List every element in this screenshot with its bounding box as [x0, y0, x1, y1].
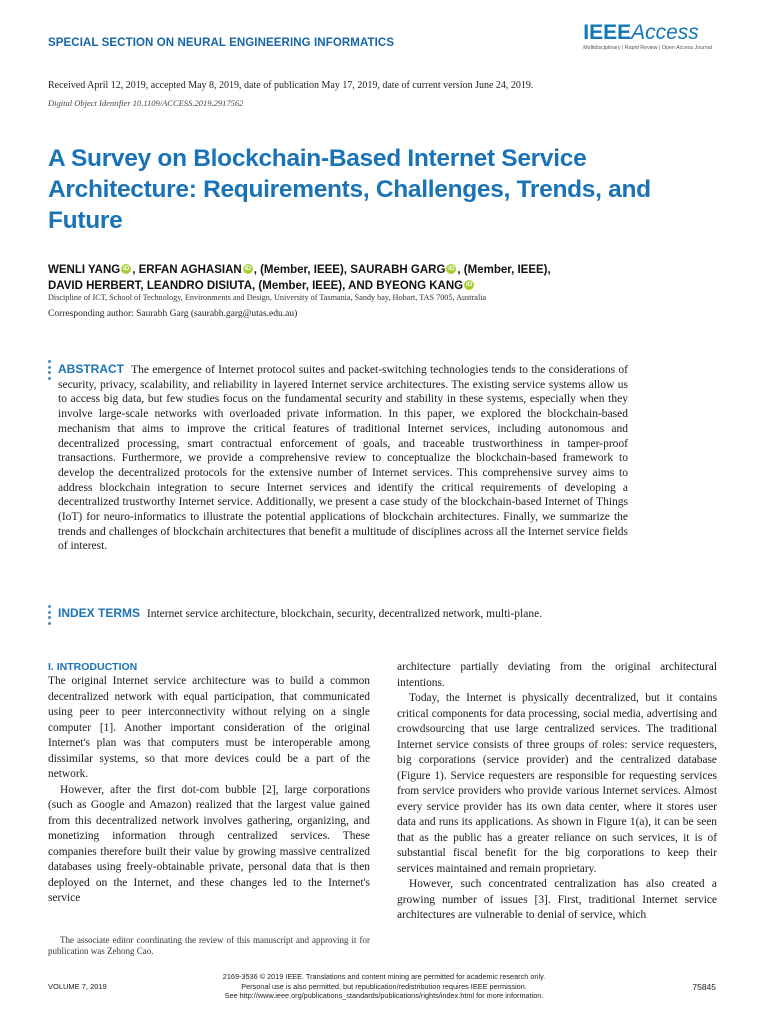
abstract-dots-icon: [48, 360, 52, 382]
body-column-left: [48, 660, 370, 907]
paragraph: architecture partially deviating from the original architectural intentions.: [397, 661, 717, 689]
orcid-icon[interactable]: iD: [465, 281, 473, 288]
section-heading: I. INTRODUCTION: [48, 661, 138, 673]
received-dates: Received April 12, 2019, accepted May 8, 2019, date of publication May 17, 2019, date of current version June 24, 2019.: [48, 80, 534, 91]
index-terms: [58, 606, 708, 620]
author-text: WENLI YANG: [48, 264, 121, 276]
journal-logo: [583, 22, 712, 51]
editor-footnote: The associate editor coordinating the review of this manuscript and approving it for publication was Zehong Cao.: [48, 935, 370, 956]
author-text: , (Member, IEEE), SAURABH GARG: [253, 264, 446, 276]
abstract-label: ABSTRACT: [58, 362, 124, 376]
index-terms-dots-icon: [48, 605, 52, 627]
orcid-icon[interactable]: iD: [244, 265, 251, 272]
logo-access: Access: [631, 21, 699, 44]
logo-ieee: IEEE: [583, 21, 632, 44]
orcid-icon[interactable]: iD: [122, 265, 130, 272]
copyright-line: 2169-3536 © 2019 IEEE. Translations and content mining are permitted for academic research only.: [222, 972, 546, 981]
author-text: DAVID HERBERT, LEANDRO DISIUTA, (Member, IEEE), AND BYEONG KANG: [48, 280, 464, 292]
corresponding-author: Corresponding author: Saurabh Garg (saurabh.garg@utas.edu.au): [48, 309, 298, 319]
logo-tagline: Multidisciplinary | Rapid Review | Open Access Journal: [583, 45, 712, 51]
paper-title: A Survey on Blockchain-Based Internet Service Architecture: Requirements, Challenges, Trends, and Future: [48, 145, 651, 234]
section-header: SPECIAL SECTION ON NEURAL ENGINEERING INFORMATICS: [48, 37, 395, 49]
doi: Digital Object Identifier 10.1109/ACCESS.2019.2917562: [48, 98, 244, 108]
paragraph: However, after the first dot-com bubble [2], large corporations (such as Google and Amazon) realized that the largest value gained from this decentralized network involves gathering, organizing, and monetizing information through centralized services. These companies therefore built their value by growing massive centralized databases using freely-obtainable private, personal data that is then deployed on the Internet, and these changes led to the Internet's service: [48, 783, 370, 904]
author-text: , (Member, IEEE),: [457, 264, 551, 276]
author-list: [48, 262, 688, 294]
copyright-link[interactable]: See http://www.ieee.org/publications_standards/publications/rights/index.html for more information.: [224, 991, 544, 1001]
index-terms-text: Internet service architecture, blockchain, security, decentralized network, multi-plane.: [146, 608, 543, 620]
copyright-line: Personal use is also permitted, but republication/redistribution requires IEEE permission.: [241, 981, 527, 991]
orcid-icon[interactable]: iD: [448, 265, 455, 272]
volume-label: VOLUME 7, 2019: [48, 982, 107, 991]
body-column-right: [397, 660, 717, 924]
affiliation: Discipline of ICT, School of Technology, Environments and Design, University of Tasmania, Sandy bay, Hobart, TAS 7005, Australia: [48, 293, 487, 302]
author-text: , ERFAN AGHASIAN: [132, 264, 242, 276]
index-terms-label: INDEX TERMS: [58, 606, 141, 620]
paragraph: Today, the Internet is physically decentralized, but it contains critical components for data processing, social media, advertising and crowdsourcing that use large centralized services. The traditional Internet service consists of three groups of roles: service requesters, big corporations (service provider) and the centralized database (Figure 1). Service requesters are responsible for requesting services from service providers who provide various Internet services. Almost every service provider has its own data center, where it stores user data and runs its applications. As shown in Figure 1(a), it can be seen that as the public has a greater reliance on such services, it is of substantial fiscal benefit for the big corporations to keep their services maintained and remain proprietary.: [397, 692, 717, 875]
page-number: 75845: [692, 982, 716, 992]
abstract-text: The emergence of Internet protocol suites and packet-switching technologies tends to the considerations of security, privacy, scalability, and reliability in layered Internet service architectures. The existing service systems allow us to access big data, but few studies focus on the fundamental security and stability in these systems, especially when they involve large-scale networks with overloaded private information. In this paper, we explored the blockchain-based mechanism that aims to improve the critical features of traditional Internet services, including autonomous and decentralized processing, smart contractual enforcement of goals, and traceable trustworthiness in tamper-proof transactions. Furthermore, we provide a comprehensive review to conceptualize the blockchain-based framework to develop the decentralized protocols for the extensive number of Internet services. This comprehensive survey aims to address blockchain integration to secure Internet services and identify the critical requirements of developing a decentralized trustworthy Internet service. Additionally, we present a case study of the blockchain-based Internet of Things (IoT) for neuro-informatics to illustrate the potential applications of blockchain architectures. Finally, we summarize the trends and challenges of blockchain architectures that benefit a multitude of disciplines across all the Internet service fields of interest.: [58, 364, 628, 553]
paragraph: However, such concentrated centralization has also created a growing number of issues [3]. First, traditional Internet service architectures are vulnerable to denial of service, which: [397, 878, 717, 921]
copyright-notice: [180, 972, 588, 1001]
abstract: [58, 362, 628, 554]
paragraph: The original Internet service architecture was to build a common decentralized network with equal participation, that communicated using peer to peer interconnectivity without relying on a single computer [1]. Another important consideration of the original Internet's plan was that computers must be interoperable among dissimilar systems, so that more devices could be a part of the network.: [48, 675, 370, 780]
